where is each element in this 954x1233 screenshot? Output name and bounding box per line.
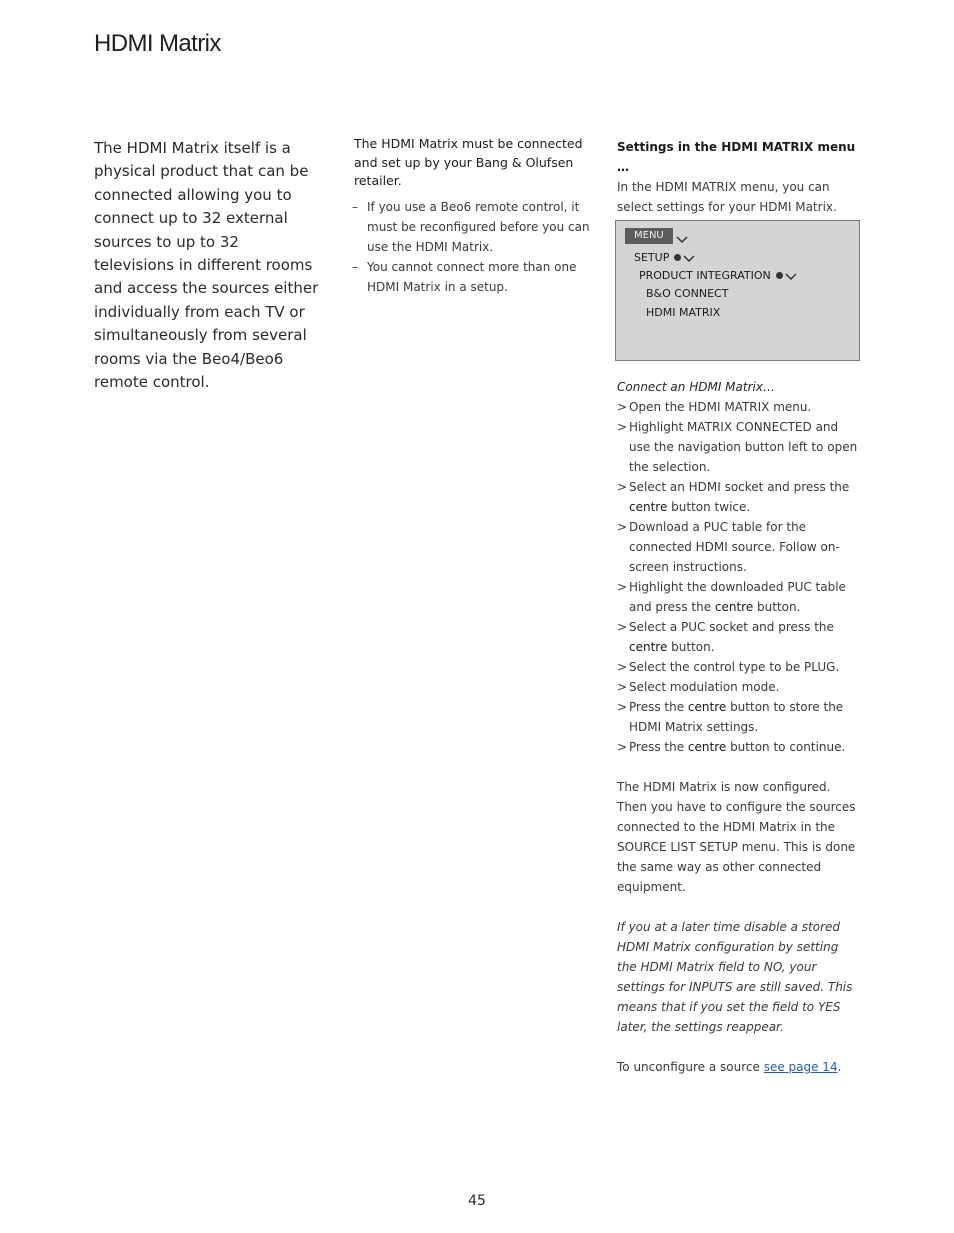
- chevron-down-icon: [676, 231, 688, 247]
- menu-illustration: [615, 220, 860, 361]
- connect-section: [617, 377, 859, 1077]
- list-item: > Select an HDMI socket and press the centre button twice.: [617, 480, 850, 514]
- unconfigure-paragraph: To unconfigure a source see page 14.: [617, 1060, 842, 1074]
- list-item: > Select modulation mode.: [617, 680, 780, 694]
- settings-section: [617, 137, 859, 217]
- bullet-icon: [776, 272, 783, 279]
- bullet-icon: [674, 254, 681, 261]
- chevron-down-icon: [785, 272, 797, 281]
- list-item: > Download a PUC table for the connected HDMI source. Follow on-screen instructions.: [617, 520, 840, 574]
- settings-heading: Settings in the HDMI MATRIX menu …: [617, 140, 856, 174]
- list-item: > Open the HDMI MATRIX menu.: [617, 400, 812, 414]
- chevron-down-icon: [683, 254, 695, 263]
- menu-item-product-integration: PRODUCT INTEGRATION: [639, 268, 797, 284]
- menu-item-hdmi-matrix: HDMI MATRIX: [646, 306, 721, 319]
- menu-label: MENU: [625, 228, 673, 244]
- note-bullet: – If you use a Beo6 remote control, it must be reconfigured before you can use the HDMI Matrix.: [352, 199, 590, 254]
- page-title: HDMI Matrix: [94, 30, 221, 57]
- list-item: > Select a PUC socket and press the centre button.: [617, 620, 834, 654]
- list-item: > Press the centre button to continue.: [617, 740, 846, 754]
- settings-text: In the HDMI MATRIX menu, you can select settings for your HDMI Matrix.: [617, 180, 837, 214]
- list-item: > Highlight the downloaded PUC table and press the centre button.: [617, 580, 846, 614]
- note-paragraph: If you at a later time disable a stored HDMI Matrix configuration by setting the HDMI Matrix field to NO, your settings for INPUTS are still saved. This means that if you set the field to YES later, the settings reappear.: [617, 920, 853, 1034]
- retailer-notes: [354, 135, 596, 297]
- list-item: > Select the control type to be PLUG.: [617, 660, 840, 674]
- note-bullet: – You cannot connect more than one HDMI Matrix in a setup.: [352, 259, 577, 294]
- see-page-link[interactable]: see page 14: [763, 1060, 838, 1074]
- retailer-note-lead: The HDMI Matrix must be connected and set up by your Bang & Olufsen retailer.: [354, 136, 583, 188]
- page-number: 45: [468, 1193, 486, 1209]
- menu-item-setup: SETUP: [634, 250, 695, 266]
- configured-paragraph: The HDMI Matrix is now configured. Then you have to configure the sources connected to the HDMI Matrix in the SOURCE LIST SETUP menu. This is done the same way as other connected equipment.: [617, 780, 856, 894]
- connect-heading: Connect an HDMI Matrix…: [617, 380, 775, 394]
- menu-item-bo-connect: B&O CONNECT: [646, 287, 729, 300]
- list-item: > Press the centre button to store the HDMI Matrix settings.: [617, 700, 844, 734]
- list-item: > Highlight MATRIX CONNECTED and use the navigation button left to open the selection.: [617, 420, 858, 474]
- intro-paragraph: The HDMI Matrix itself is a physical product that can be connected allowing you to connect up to 32 external sources to up to 32 televisions in different rooms and access the sources either individually from each TV or simultaneously from several rooms via the Beo4/Beo6 remote control.: [94, 139, 319, 392]
